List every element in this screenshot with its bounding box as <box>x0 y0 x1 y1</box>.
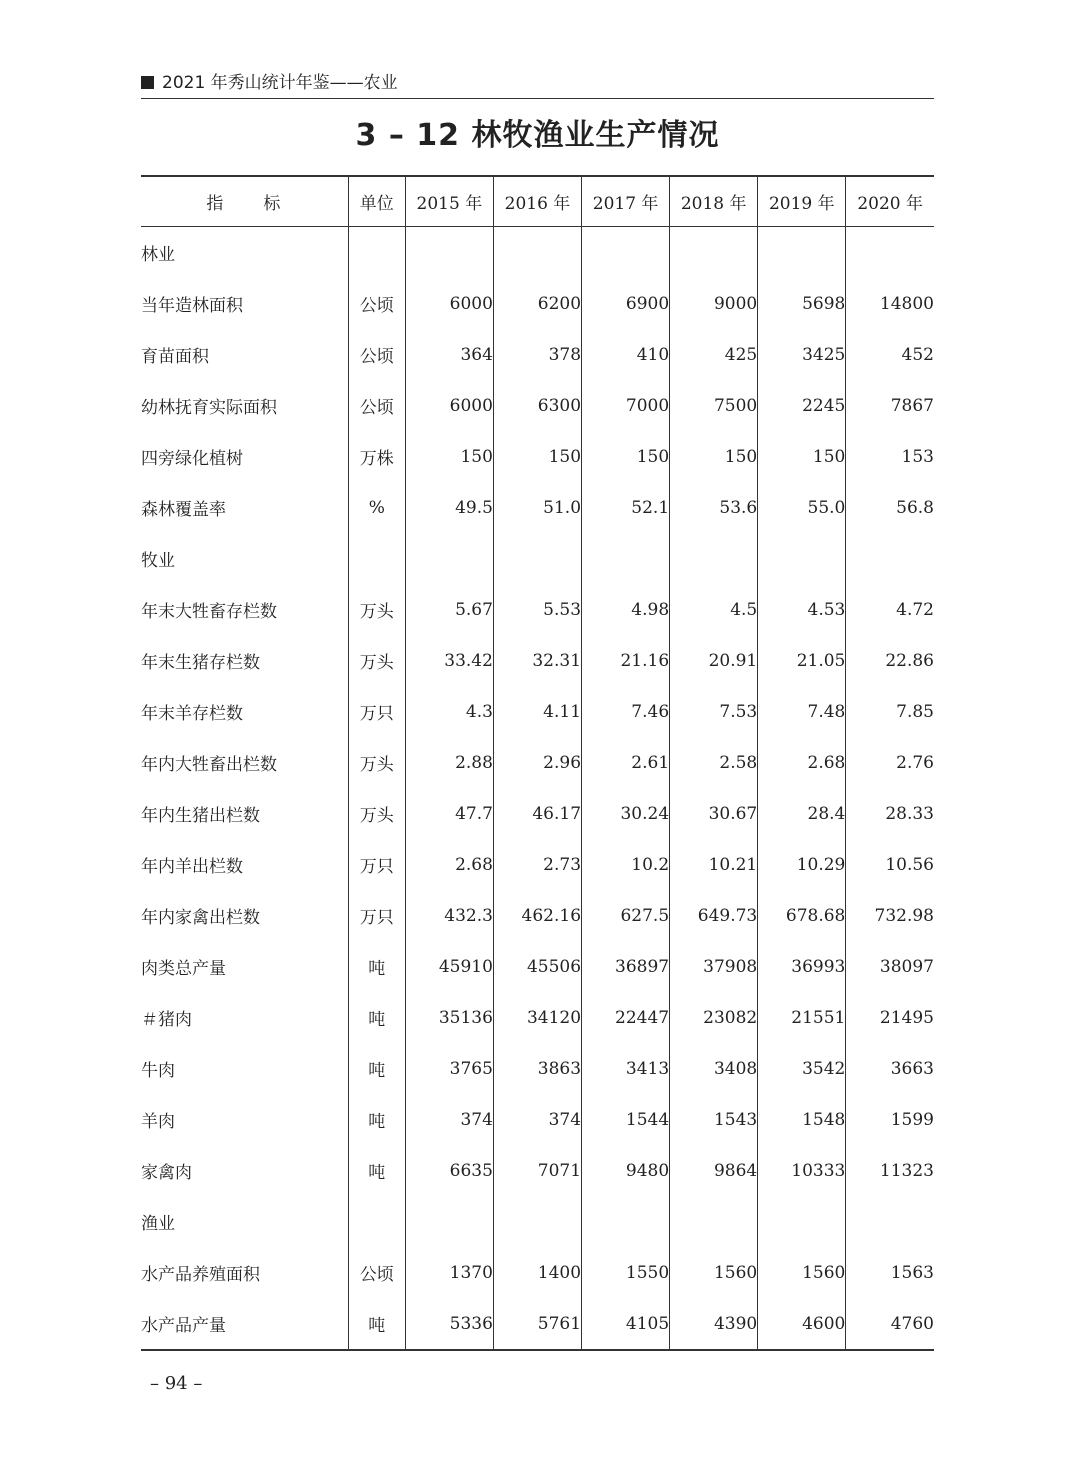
unit-cell <box>348 227 405 279</box>
value-cell: 30.24 <box>582 788 670 839</box>
value-cell: 52.1 <box>582 482 670 533</box>
value-cell: 410 <box>582 329 670 380</box>
value-cell: 2.58 <box>670 737 758 788</box>
header-year: 2019 年 <box>758 176 846 227</box>
value-cell <box>582 1196 670 1247</box>
value-cell: 3765 <box>405 1043 493 1094</box>
value-cell: 2.88 <box>405 737 493 788</box>
value-cell: 150 <box>493 431 581 482</box>
value-cell: 2.76 <box>846 737 934 788</box>
value-cell: 2.61 <box>582 737 670 788</box>
running-head <box>141 72 934 99</box>
unit-cell <box>348 533 405 584</box>
indicator-label: 水产品产量 <box>141 1316 226 1336</box>
value-cell: 7.53 <box>670 686 758 737</box>
value-cell: 32.31 <box>493 635 581 686</box>
value-cell: 7000 <box>582 380 670 431</box>
value-cell: 35136 <box>405 992 493 1043</box>
table-row <box>141 635 934 686</box>
table-row <box>141 788 934 839</box>
value-cell: 10.2 <box>582 839 670 890</box>
unit-cell: 公顷 <box>348 329 405 380</box>
table-row <box>141 1298 934 1350</box>
value-cell: 14800 <box>846 278 934 329</box>
value-cell <box>405 227 493 279</box>
unit-cell: 公顷 <box>348 278 405 329</box>
value-cell: 10333 <box>758 1145 846 1196</box>
value-cell <box>405 1196 493 1247</box>
value-cell: 6300 <box>493 380 581 431</box>
value-cell: 378 <box>493 329 581 380</box>
table-row <box>141 1043 934 1094</box>
indicator-label: 年内羊出栏数 <box>141 857 243 877</box>
value-cell: 2.68 <box>758 737 846 788</box>
table-row <box>141 329 934 380</box>
value-cell: 7.46 <box>582 686 670 737</box>
value-cell: 5761 <box>493 1298 581 1350</box>
value-cell: 1400 <box>493 1247 581 1298</box>
value-cell: 1543 <box>670 1094 758 1145</box>
value-cell: 4.53 <box>758 584 846 635</box>
value-cell: 11323 <box>846 1145 934 1196</box>
value-cell: 9480 <box>582 1145 670 1196</box>
value-cell: 10.21 <box>670 839 758 890</box>
page-number: – 94 – <box>150 1373 203 1394</box>
value-cell: 22.86 <box>846 635 934 686</box>
table-row <box>141 992 934 1043</box>
value-cell: 1548 <box>758 1094 846 1145</box>
value-cell: 46.17 <box>493 788 581 839</box>
running-head-text: 2021 年秀山统计年鉴——农业 <box>162 73 398 93</box>
value-cell <box>493 227 581 279</box>
value-cell: 55.0 <box>758 482 846 533</box>
value-cell: 9000 <box>670 278 758 329</box>
indicator-label: 肉类总产量 <box>141 959 226 979</box>
table-row <box>141 737 934 788</box>
value-cell: 4600 <box>758 1298 846 1350</box>
value-cell <box>758 533 846 584</box>
value-cell: 3663 <box>846 1043 934 1094</box>
header-row <box>141 176 934 227</box>
value-cell: 150 <box>758 431 846 482</box>
value-cell: 1544 <box>582 1094 670 1145</box>
value-cell: 21.16 <box>582 635 670 686</box>
value-cell: 374 <box>493 1094 581 1145</box>
indicator-label: ＃猪肉 <box>141 1010 192 1030</box>
value-cell: 20.91 <box>670 635 758 686</box>
value-cell: 150 <box>405 431 493 482</box>
value-cell: 5698 <box>758 278 846 329</box>
table-title: 3 – 12 林牧渔业生产情况 <box>355 118 720 153</box>
indicator-label: 年内家禽出栏数 <box>141 908 260 928</box>
value-cell: 153 <box>846 431 934 482</box>
table-row <box>141 1094 934 1145</box>
value-cell: 21495 <box>846 992 934 1043</box>
value-cell: 21.05 <box>758 635 846 686</box>
value-cell: 678.68 <box>758 890 846 941</box>
unit-cell: 万只 <box>348 839 405 890</box>
value-cell: 5.53 <box>493 584 581 635</box>
indicator-label: 羊肉 <box>141 1112 175 1132</box>
value-cell: 28.4 <box>758 788 846 839</box>
value-cell <box>493 1196 581 1247</box>
value-cell: 10.56 <box>846 839 934 890</box>
square-bullet-icon <box>141 76 154 89</box>
value-cell <box>758 227 846 279</box>
value-cell: 5336 <box>405 1298 493 1350</box>
indicator-label: 四旁绿化植树 <box>141 449 243 469</box>
value-cell: 2.73 <box>493 839 581 890</box>
value-cell: 3408 <box>670 1043 758 1094</box>
value-cell <box>405 533 493 584</box>
table-row <box>141 584 934 635</box>
value-cell: 452 <box>846 329 934 380</box>
section-label: 林业 <box>141 245 175 265</box>
indicator-label: 幼林抚育实际面积 <box>141 398 277 418</box>
value-cell: 45506 <box>493 941 581 992</box>
table-body <box>141 227 934 1351</box>
value-cell: 6635 <box>405 1145 493 1196</box>
value-cell: 4.3 <box>405 686 493 737</box>
value-cell: 6000 <box>405 278 493 329</box>
table-row <box>141 482 934 533</box>
indicator-label: 年末羊存栏数 <box>141 704 243 724</box>
unit-cell: 万头 <box>348 584 405 635</box>
value-cell: 34120 <box>493 992 581 1043</box>
value-cell: 28.33 <box>846 788 934 839</box>
value-cell: 3413 <box>582 1043 670 1094</box>
unit-cell: 公顷 <box>348 380 405 431</box>
indicator-label: 年内大牲畜出栏数 <box>141 755 277 775</box>
statistics-table <box>141 175 934 1351</box>
value-cell: 6000 <box>405 380 493 431</box>
value-cell: 7.85 <box>846 686 934 737</box>
value-cell: 4.72 <box>846 584 934 635</box>
value-cell: 38097 <box>846 941 934 992</box>
value-cell <box>846 227 934 279</box>
value-cell: 732.98 <box>846 890 934 941</box>
unit-cell: 万株 <box>348 431 405 482</box>
value-cell: 1550 <box>582 1247 670 1298</box>
unit-cell: 万头 <box>348 788 405 839</box>
indicator-label: 年内生猪出栏数 <box>141 806 260 826</box>
value-cell: 1560 <box>670 1247 758 1298</box>
header-unit: 单位 <box>348 176 405 227</box>
value-cell: 432.3 <box>405 890 493 941</box>
table-row <box>141 890 934 941</box>
section-row <box>141 1196 934 1247</box>
header-year: 2020 年 <box>846 176 934 227</box>
value-cell: 1599 <box>846 1094 934 1145</box>
value-cell: 6900 <box>582 278 670 329</box>
value-cell: 1563 <box>846 1247 934 1298</box>
value-cell: 462.16 <box>493 890 581 941</box>
section-row <box>141 227 934 279</box>
unit-cell: 吨 <box>348 1145 405 1196</box>
value-cell: 425 <box>670 329 758 380</box>
value-cell <box>670 533 758 584</box>
value-cell: 47.7 <box>405 788 493 839</box>
value-cell: 2.96 <box>493 737 581 788</box>
section-label: 渔业 <box>141 1214 175 1234</box>
value-cell <box>582 227 670 279</box>
value-cell: 23082 <box>670 992 758 1043</box>
value-cell <box>846 1196 934 1247</box>
table-row <box>141 380 934 431</box>
value-cell: 364 <box>405 329 493 380</box>
value-cell: 37908 <box>670 941 758 992</box>
value-cell: 36993 <box>758 941 846 992</box>
value-cell: 3425 <box>758 329 846 380</box>
value-cell: 53.6 <box>670 482 758 533</box>
value-cell: 1560 <box>758 1247 846 1298</box>
table-row <box>141 1247 934 1298</box>
value-cell: 4.11 <box>493 686 581 737</box>
value-cell <box>670 1196 758 1247</box>
header-indicator: 指 标 <box>141 176 348 227</box>
unit-cell: 万只 <box>348 890 405 941</box>
value-cell <box>582 533 670 584</box>
value-cell: 4105 <box>582 1298 670 1350</box>
value-cell: 4.98 <box>582 584 670 635</box>
unit-cell: 吨 <box>348 1094 405 1145</box>
value-cell: 7.48 <box>758 686 846 737</box>
indicator-label: 年末大牲畜存栏数 <box>141 602 277 622</box>
indicator-label: 育苗面积 <box>141 347 209 367</box>
value-cell: 627.5 <box>582 890 670 941</box>
table-row <box>141 686 934 737</box>
value-cell: 45910 <box>405 941 493 992</box>
unit-cell <box>348 1196 405 1247</box>
value-cell: 10.29 <box>758 839 846 890</box>
indicator-label: 年末生猪存栏数 <box>141 653 260 673</box>
value-cell: 7500 <box>670 380 758 431</box>
value-cell: 51.0 <box>493 482 581 533</box>
value-cell: 9864 <box>670 1145 758 1196</box>
unit-cell: 吨 <box>348 941 405 992</box>
table-header <box>141 176 934 227</box>
value-cell: 7071 <box>493 1145 581 1196</box>
value-cell <box>493 533 581 584</box>
value-cell <box>846 533 934 584</box>
unit-cell: 吨 <box>348 992 405 1043</box>
header-year: 2016 年 <box>493 176 581 227</box>
indicator-label: 牛肉 <box>141 1061 175 1081</box>
header-year: 2017 年 <box>582 176 670 227</box>
section-label: 牧业 <box>141 551 175 571</box>
unit-cell: % <box>348 482 405 533</box>
value-cell: 4390 <box>670 1298 758 1350</box>
indicator-label: 家禽肉 <box>141 1163 192 1183</box>
indicator-label: 森林覆盖率 <box>141 500 226 520</box>
value-cell: 1370 <box>405 1247 493 1298</box>
value-cell: 3863 <box>493 1043 581 1094</box>
value-cell: 30.67 <box>670 788 758 839</box>
value-cell: 150 <box>670 431 758 482</box>
value-cell: 3542 <box>758 1043 846 1094</box>
value-cell <box>758 1196 846 1247</box>
table-row <box>141 839 934 890</box>
unit-cell: 万头 <box>348 635 405 686</box>
indicator-label: 水产品养殖面积 <box>141 1265 260 1285</box>
value-cell: 7867 <box>846 380 934 431</box>
table-row <box>141 431 934 482</box>
unit-cell: 吨 <box>348 1043 405 1094</box>
value-cell: 4760 <box>846 1298 934 1350</box>
value-cell: 649.73 <box>670 890 758 941</box>
value-cell: 6200 <box>493 278 581 329</box>
value-cell: 49.5 <box>405 482 493 533</box>
table-row <box>141 278 934 329</box>
indicator-label: 当年造林面积 <box>141 296 243 316</box>
section-row <box>141 533 934 584</box>
value-cell: 5.67 <box>405 584 493 635</box>
header-year: 2018 年 <box>670 176 758 227</box>
value-cell: 21551 <box>758 992 846 1043</box>
unit-cell: 公顷 <box>348 1247 405 1298</box>
table-row <box>141 941 934 992</box>
value-cell <box>670 227 758 279</box>
header-year: 2015 年 <box>405 176 493 227</box>
value-cell: 4.5 <box>670 584 758 635</box>
unit-cell: 吨 <box>348 1298 405 1350</box>
value-cell: 56.8 <box>846 482 934 533</box>
value-cell: 2245 <box>758 380 846 431</box>
value-cell: 22447 <box>582 992 670 1043</box>
value-cell: 150 <box>582 431 670 482</box>
unit-cell: 万头 <box>348 737 405 788</box>
table-row <box>141 1145 934 1196</box>
value-cell: 374 <box>405 1094 493 1145</box>
value-cell: 36897 <box>582 941 670 992</box>
value-cell: 2.68 <box>405 839 493 890</box>
unit-cell: 万只 <box>348 686 405 737</box>
value-cell: 33.42 <box>405 635 493 686</box>
